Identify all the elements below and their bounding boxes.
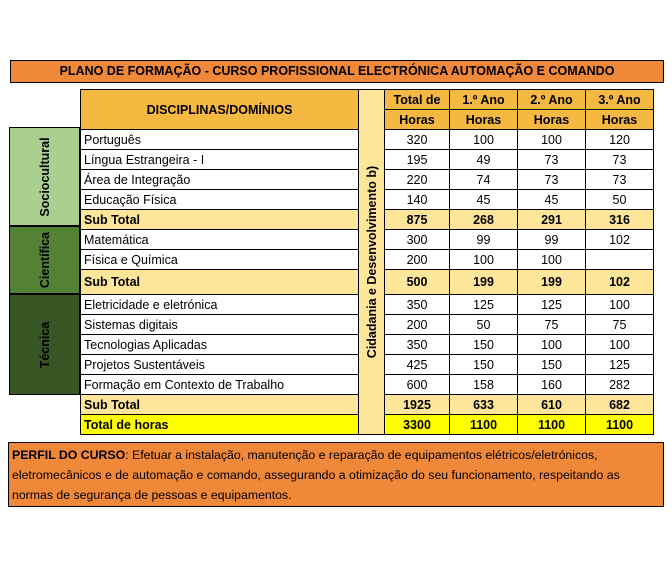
page-title: PLANO DE FORMAÇÃO - CURSO PROFISSIONAL ELECTRÓNICA AUTOMAÇÃO E COMANDO xyxy=(10,60,664,83)
area-sociocultural-label: Sociocultural xyxy=(37,136,52,217)
total-hours: 425 xyxy=(385,355,450,375)
year1-hours: 49 xyxy=(450,150,518,170)
total-hours: 875 xyxy=(385,210,450,230)
header-disciplinas: DISCIPLINAS/DOMÍNIOS xyxy=(81,90,359,130)
year3-hours: 73 xyxy=(586,170,654,190)
year2-hours: 150 xyxy=(518,355,586,375)
total-hours: 220 xyxy=(385,170,450,190)
subject-name: Formação em Contexto de Trabalho xyxy=(81,375,359,395)
header-y1-2: Horas xyxy=(450,110,518,130)
year2-hours: 100 xyxy=(518,335,586,355)
total-hours: 1925 xyxy=(385,395,450,415)
area-tecnica xyxy=(9,294,80,395)
year3-hours: 102 xyxy=(586,230,654,250)
year1-hours: 50 xyxy=(450,315,518,335)
year1-hours: 199 xyxy=(450,270,518,295)
year2-hours: 160 xyxy=(518,375,586,395)
year2-hours: 125 xyxy=(518,295,586,315)
subject-name: Área de Integração xyxy=(81,170,359,190)
header-total-2: Horas xyxy=(385,110,450,130)
subject-name: Tecnologias Aplicadas xyxy=(81,335,359,355)
year1-hours: 100 xyxy=(450,250,518,270)
year2-hours: 73 xyxy=(518,150,586,170)
total-label: Total de horas xyxy=(81,415,359,435)
subject-name: Física e Química xyxy=(81,250,359,270)
year3-hours: 282 xyxy=(586,375,654,395)
year2-hours: 100 xyxy=(518,130,586,150)
subtotal-label: Sub Total xyxy=(81,270,359,295)
year3-hours: 100 xyxy=(586,335,654,355)
total-hours: 140 xyxy=(385,190,450,210)
year2-hours: 75 xyxy=(518,315,586,335)
year1-hours: 45 xyxy=(450,190,518,210)
year2-hours: 99 xyxy=(518,230,586,250)
year3-hours: 120 xyxy=(586,130,654,150)
header-y2-1: 2.º Ano xyxy=(518,90,586,110)
total-hours: 200 xyxy=(385,250,450,270)
cidadania-label: Cidadania e Desenvolvimento b) xyxy=(364,165,379,359)
cidadania-column xyxy=(359,90,385,435)
total-hours: 3300 xyxy=(385,415,450,435)
year3-hours: 102 xyxy=(586,270,654,295)
subject-name: Língua Estrangeira - I xyxy=(81,150,359,170)
table-header-row xyxy=(81,90,654,110)
total-hours: 200 xyxy=(385,315,450,335)
subject-name: Português xyxy=(81,130,359,150)
header-y1-1: 1.º Ano xyxy=(450,90,518,110)
year1-hours: 633 xyxy=(450,395,518,415)
total-hours: 500 xyxy=(385,270,450,295)
year1-hours: 125 xyxy=(450,295,518,315)
year2-hours: 100 xyxy=(518,250,586,270)
header-y3-2: Horas xyxy=(586,110,654,130)
training-plan-table xyxy=(80,89,654,435)
year3-hours: 1100 xyxy=(586,415,654,435)
area-cientifica-label: Científica xyxy=(37,231,52,289)
year3-hours xyxy=(586,250,654,270)
year1-hours: 150 xyxy=(450,355,518,375)
year1-hours: 158 xyxy=(450,375,518,395)
subtotal-label: Sub Total xyxy=(81,210,359,230)
year3-hours: 73 xyxy=(586,150,654,170)
year3-hours: 682 xyxy=(586,395,654,415)
subject-name: Eletricidade e eletrónica xyxy=(81,295,359,315)
total-hours: 320 xyxy=(385,130,450,150)
total-hours: 195 xyxy=(385,150,450,170)
subject-name: Matemática xyxy=(81,230,359,250)
course-profile xyxy=(8,442,664,507)
area-tecnica-label: Técnica xyxy=(37,321,52,368)
year3-hours: 316 xyxy=(586,210,654,230)
year3-hours: 100 xyxy=(586,295,654,315)
header-total-1: Total de xyxy=(385,90,450,110)
total-hours: 600 xyxy=(385,375,450,395)
subject-name: Sistemas digitais xyxy=(81,315,359,335)
year1-hours: 74 xyxy=(450,170,518,190)
year2-hours: 73 xyxy=(518,170,586,190)
header-y2-2: Horas xyxy=(518,110,586,130)
year3-hours: 125 xyxy=(586,355,654,375)
year2-hours: 1100 xyxy=(518,415,586,435)
year3-hours: 75 xyxy=(586,315,654,335)
year2-hours: 291 xyxy=(518,210,586,230)
course-profile-text: : Efetuar a instalação, manutenção e reparação de equipamentos elétricos/eletrónicos, eletromecânicos e de automação e comando, assegurando a otimização do seu funcionamento, respeitando as normas de segurança de pessoas e equipamentos. xyxy=(12,448,620,502)
year2-hours: 610 xyxy=(518,395,586,415)
area-sociocultural xyxy=(9,127,80,226)
area-cientifica xyxy=(9,226,80,294)
year1-hours: 150 xyxy=(450,335,518,355)
subtotal-label: Sub Total xyxy=(81,395,359,415)
year1-hours: 268 xyxy=(450,210,518,230)
year1-hours: 100 xyxy=(450,130,518,150)
year2-hours: 199 xyxy=(518,270,586,295)
year1-hours: 1100 xyxy=(450,415,518,435)
year1-hours: 99 xyxy=(450,230,518,250)
year3-hours: 50 xyxy=(586,190,654,210)
subject-name: Educação Física xyxy=(81,190,359,210)
total-hours: 300 xyxy=(385,230,450,250)
header-y3-1: 3.º Ano xyxy=(586,90,654,110)
total-hours: 350 xyxy=(385,335,450,355)
course-profile-label: PERFIL DO CURSO xyxy=(12,448,126,462)
year2-hours: 45 xyxy=(518,190,586,210)
total-hours: 350 xyxy=(385,295,450,315)
subject-name: Projetos Sustentáveis xyxy=(81,355,359,375)
